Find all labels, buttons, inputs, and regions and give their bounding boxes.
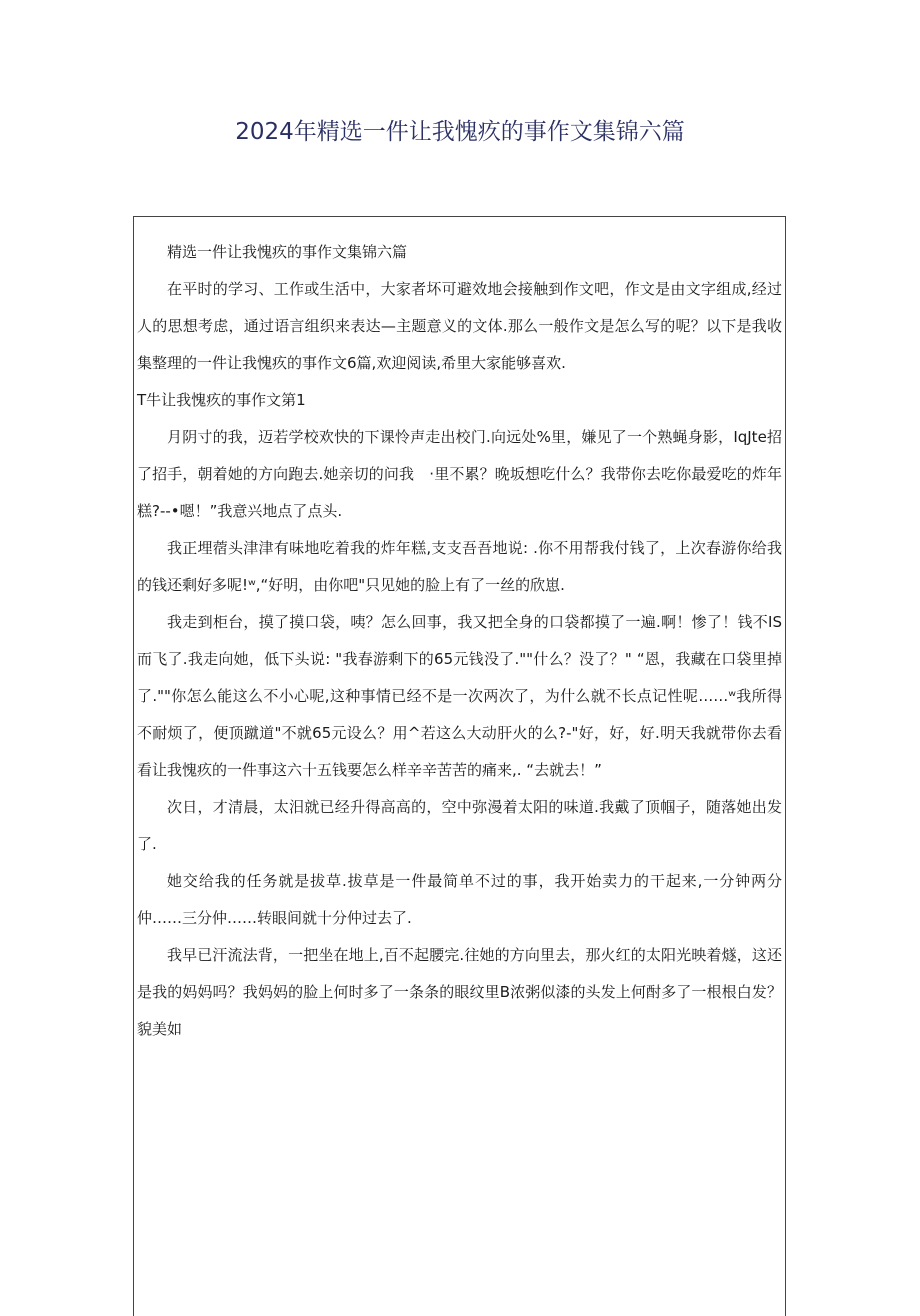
- document-body: [137, 234, 782, 1048]
- paragraph: 次日，才清晨，太汨就已经升得高高的，空中弥漫着太阳的味道.我戴了顶帼子，随落她出发了.: [137, 798, 782, 853]
- section-heading: T牛让我愧疚的事作文第1: [137, 391, 306, 409]
- paragraph: 我走到柜台，摸了摸口袋，咦？怎么回事，我又把全身的口袋都摸了一遍.啊！惨了！钱不IS而飞了.我走向她，低下头说: "我春游剩下的65元钱没了.""什么？没了？" “恩，我藏在口袋里掉了.""你怎么能这么不小心呢,这种事情已经不是一次两次了，为什么就不长点记性呢……ʷ我所得不耐烦了，便顶蹴道"不就65元设么？用^若这么大动肝火的么?-"好，好，好.明天我就带你去看看让我愧疚的一件事这六十五钱要怎么样辛辛苦苦的痛来,. “去就去！”: [137, 613, 782, 779]
- paragraph: 她交给我的任务就是拔草.拔草是一件最简单不过的事，我开始卖力的干起来,一分钟两分仲……三分仲……转眼间就十分仲过去了.: [137, 872, 782, 927]
- paragraph: 我早已汗流法背，一把坐在地上,百不起腰完.往她的方向里去，那火红的太阳光映着燧，这还是我的妈妈吗？我妈妈的脸上何时多了一条条的眼纹里B浓粥似漆的头发上何酎多了一根根白发？貌美如: [137, 946, 782, 1038]
- document-title: 2024年精选一件让我愧疚的事作文集锦六篇: [235, 119, 685, 145]
- paragraph-subtitle: 精选一件让我愧疚的事作文集锦六篇: [167, 243, 408, 261]
- paragraph: 月阴寸的我，迈若学校欢快的下课怜声走出校门.向远处%里，嫌见了一个熟蝇身影，IqJte招了招手，朝着她的方向跑去.她亲切的问我 ·里不累？晚坂想吃什么？我带你去吃你最爱吃的炸年糕?--•嗯！”我意兴地点了点头.: [137, 428, 782, 520]
- paragraph-intro: 在平时的学习、工作或生活中，大家者坏可避效地会接触到作文吧，作文是由文字组成,经过人的思想考虑，通过语言组织来表达—主题意义的文体.那么一般作文是怎么写的呢？以下是我收集整理的一件让我愧疚的事作文6篇,欢迎阅读,希里大家能够喜欢.: [137, 280, 782, 372]
- paragraph: 我正埋蓿头津津有味地吃着我的炸年糕,支支吾吾地说: .你不用帮我付钱了，上次春游你给我的钱还剩好多呢!ʷ,“好明，由你吧"只见她的脸上有了一丝的欣崽.: [137, 539, 782, 594]
